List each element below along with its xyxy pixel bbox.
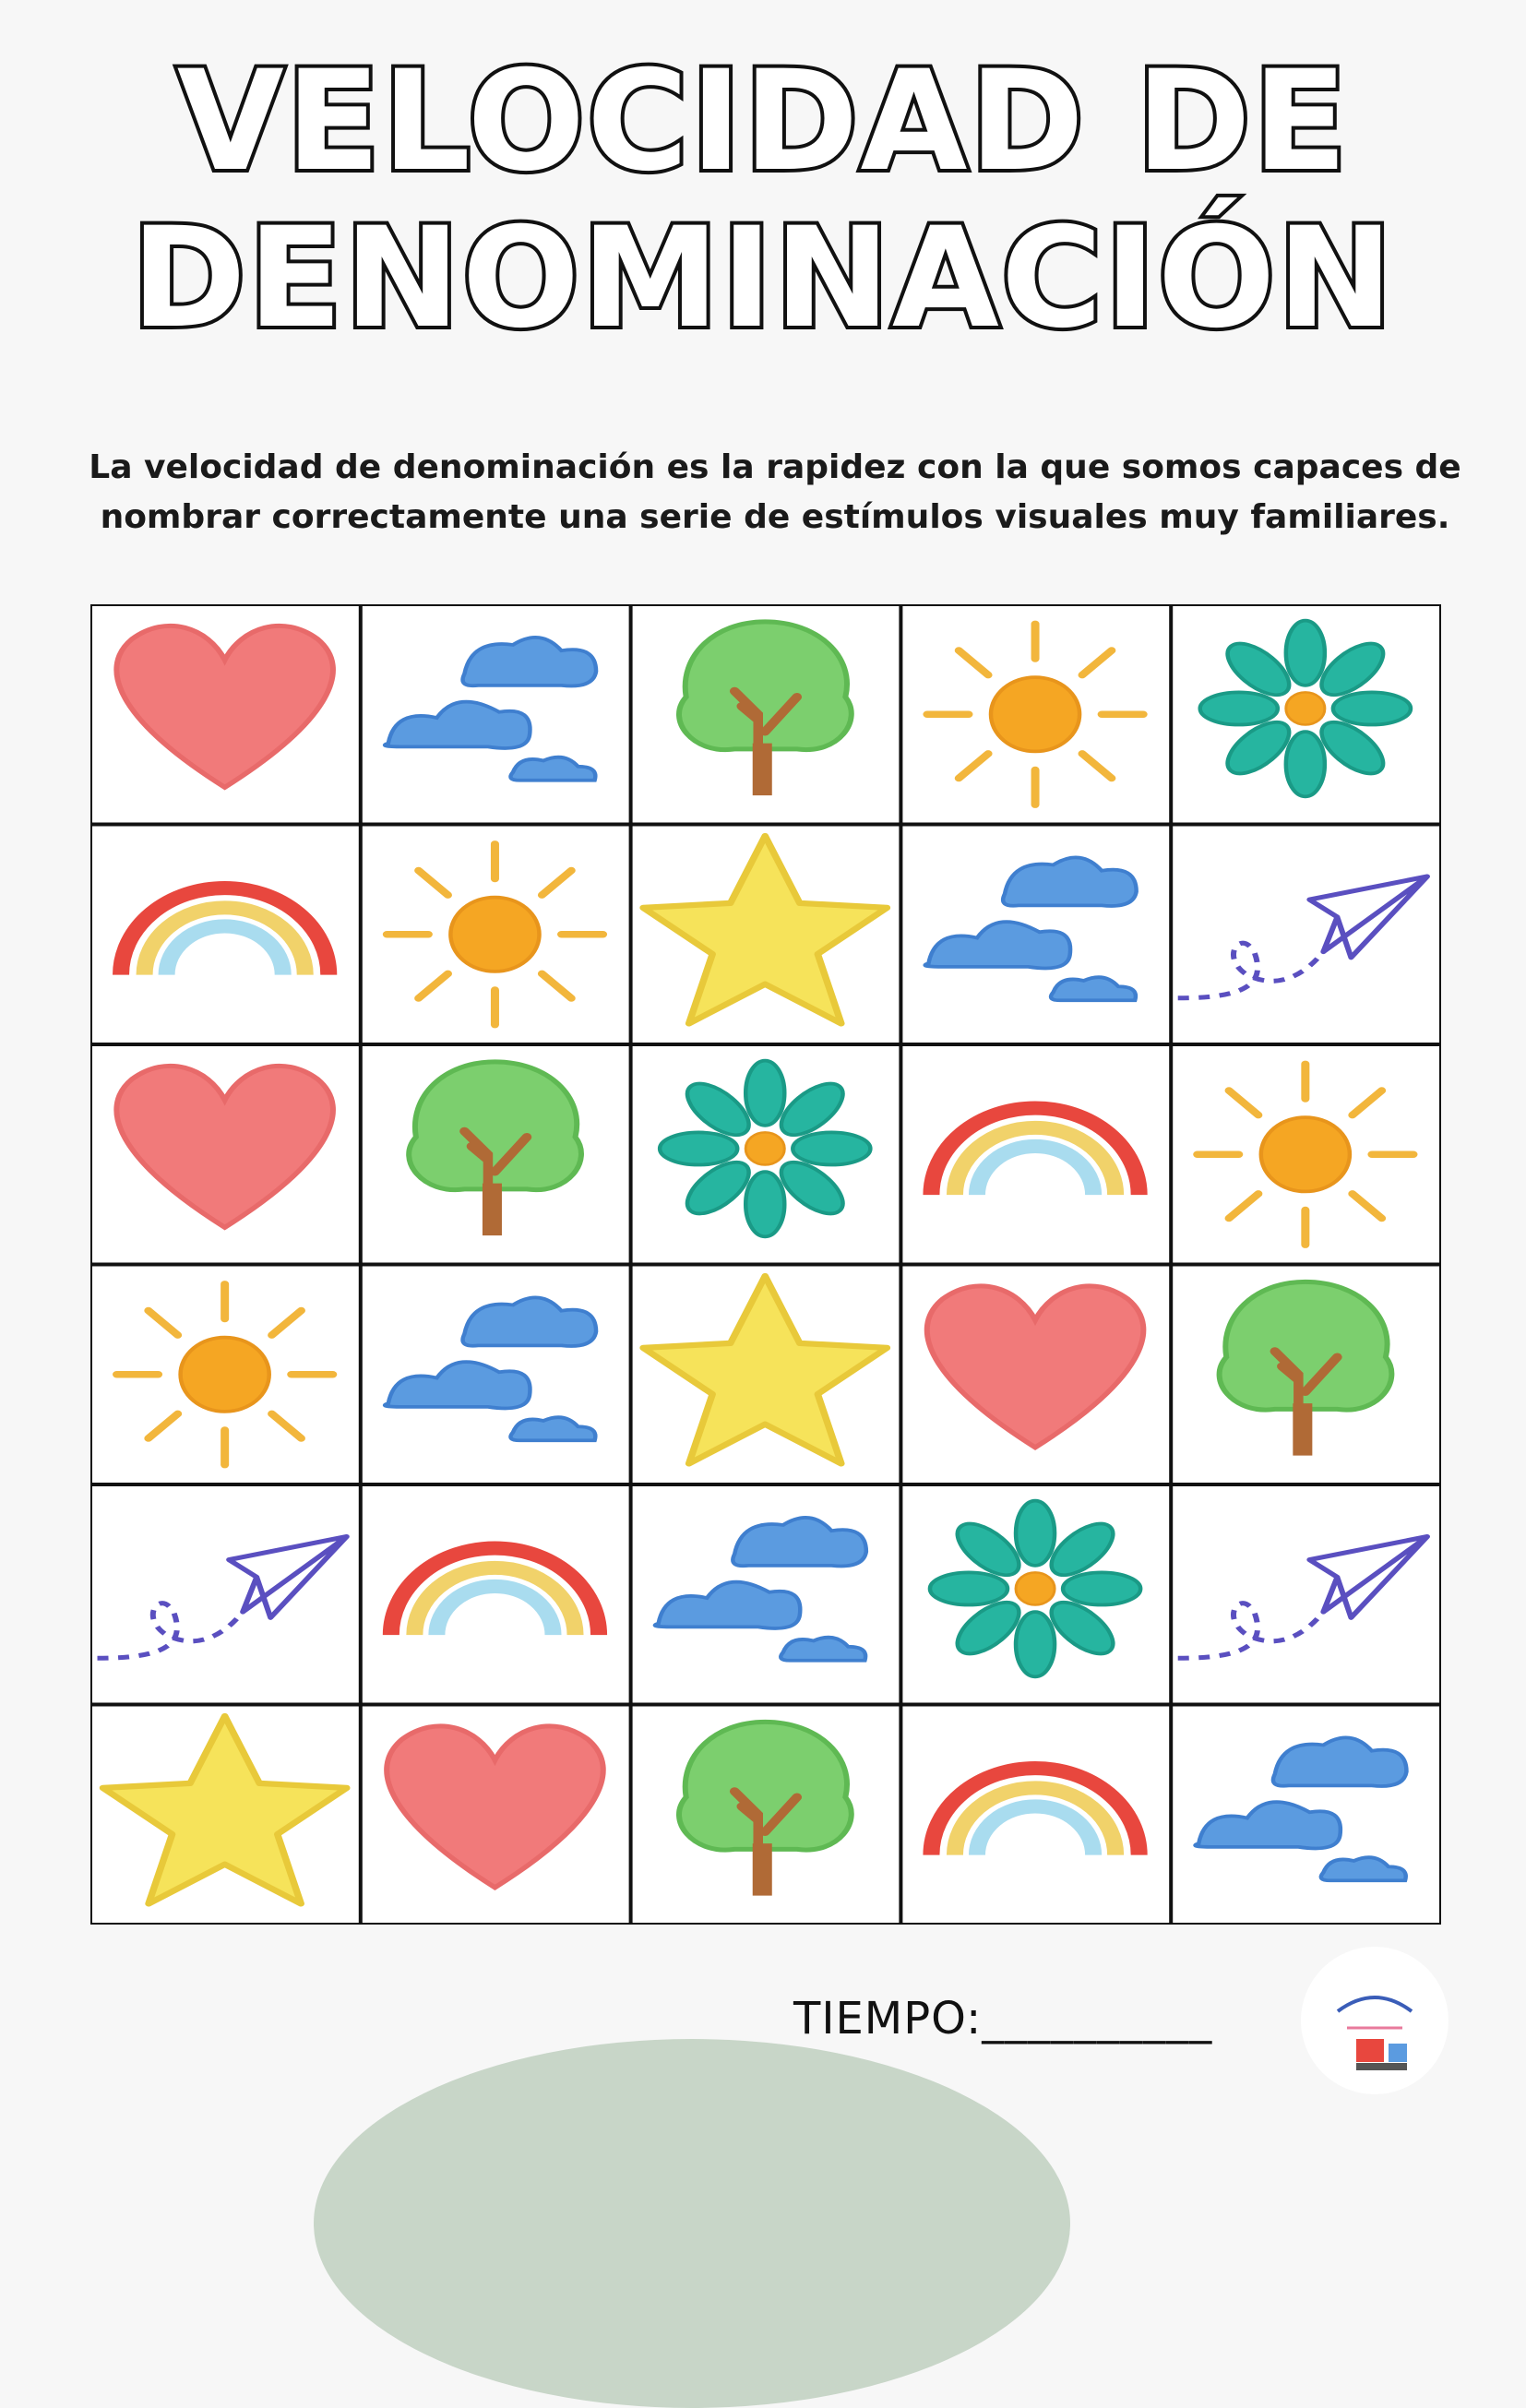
decorative-blob xyxy=(314,2039,1070,2408)
grid-cell xyxy=(117,1284,333,1465)
timer-label: TIEMPO:__________ xyxy=(793,1993,1213,2044)
title-line-2: DENOMINACIÓN xyxy=(131,198,1395,359)
brand-logo xyxy=(1301,1947,1449,2094)
grid-cell xyxy=(930,1501,1140,1677)
flower-icon xyxy=(660,1061,870,1237)
grid-cell xyxy=(660,1061,870,1237)
sun-icon xyxy=(117,1284,333,1465)
grid-cell xyxy=(1200,621,1411,797)
sun-icon xyxy=(387,844,602,1025)
sun-icon xyxy=(927,624,1143,805)
grid-svg xyxy=(90,604,1441,1925)
title-line-1: VELOCIDAD DE xyxy=(176,42,1350,202)
grid-cell xyxy=(1198,1064,1413,1245)
sun-icon xyxy=(1198,1064,1413,1245)
grid-cell xyxy=(387,844,602,1025)
intro-paragraph: La velocidad de denominación es la rapidez con la que somos capaces de nombrar correctamente una serie de estímulos visuales muy familiares. xyxy=(89,448,1461,536)
flower-icon xyxy=(930,1501,1140,1677)
naming-grid xyxy=(90,604,1441,1925)
flower-icon xyxy=(1200,621,1411,797)
grid-cell xyxy=(927,624,1143,805)
logo-icon xyxy=(1301,1947,1449,2094)
